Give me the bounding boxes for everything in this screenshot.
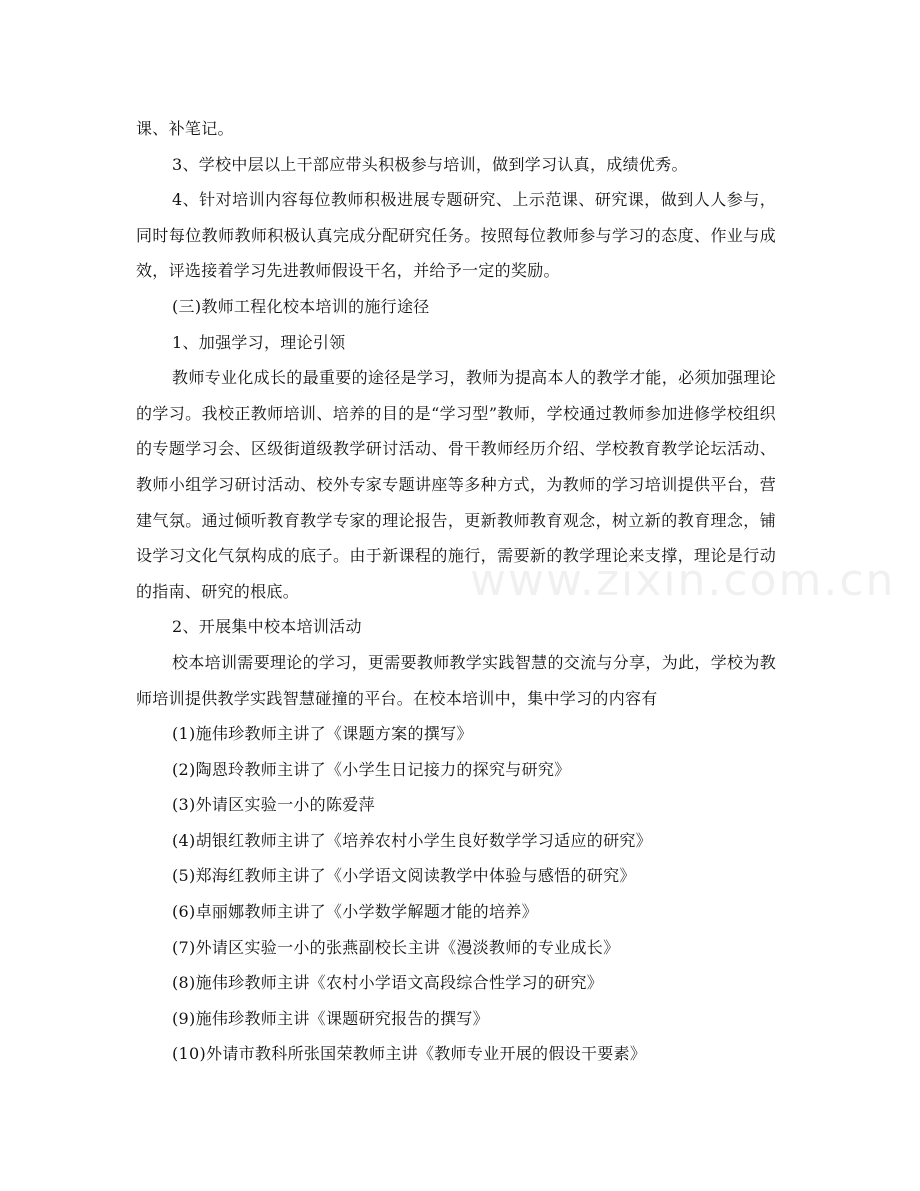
list-item-2: (2)陶恩玲教师主讲了《小学生日记接力的探究与研究》 — [172, 759, 571, 779]
list-item-6: (6)卓丽娜教师主讲了《小学数学解题才能的培养》 — [172, 902, 538, 922]
paragraph-continuation: 课、补笔记。 — [136, 119, 234, 138]
list-item-5: (5)郑海红教师主讲了《小学语文阅读教学中体验与感悟的研究》 — [172, 866, 636, 886]
paragraph-item-3: 3、学校中层以上干部应带头积极参与培训，做到学习认真，成绩优秀。 — [172, 154, 688, 174]
document-body — [136, 111, 776, 1072]
section-heading-3: (三)教师工程化校本培训的施行途径 — [172, 296, 430, 316]
list-item-9: (9)施伟珍教师主讲《课题研究报告的撰写》 — [172, 1008, 489, 1028]
paragraph-item-4: 4、针对培训内容每位教师积极进展专题研究、上示范课、研究课，做到人人参与，同时每位教师教师积极认真完成分配研究任务。按照每位教师参与学习的态度、作业与成效，评选接着学习先进教师假设干名，并给予一定的奖励。 — [136, 190, 776, 281]
list-item-3: (3)外请区实验一小的陈爱萍 — [172, 795, 375, 815]
list-item-7: (7)外请区实验一小的张燕副校长主讲《漫淡教师的专业成长》 — [172, 937, 620, 957]
list-item-1: (1)施伟珍教师主讲了《课题方案的撰写》 — [172, 724, 473, 744]
paragraph-learning: 教师专业化成长的最重要的途径是学习，教师为提高本人的教学才能，必须加强理论的学习。我校正教师培训、培养的目的是“学习型”教师，学校通过教师参加进修学校组织的专题学习会、区级街道级教学研讨活动、骨干教师经历介绍、学校教育教学论坛活动、教师小组学习研讨活动、校外专家专题讲座等多种方式，为教师的学习培训提供平台，营建气氛。通过倾听教育教学专家的理论报告，更新教师教育观念，树立新的教育理念，铺设学习文化气氛构成的底子。由于新课程的施行，需要新的教学理论来支撑，理论是行动的指南、研究的根底。 — [136, 368, 776, 601]
watermark: www.zixin.com.cn — [470, 555, 896, 606]
subheading-1: 1、加强学习，理论引领 — [172, 332, 346, 352]
paragraph-training: 校本培训需要理论的学习，更需要教师教学实践智慧的交流与分享，为此，学校为教师培训提供教学实践智慧碰撞的平台。在校本培训中，集中学习的内容有 — [136, 652, 776, 708]
list-item-10: (10)外请市教科所张国荣教师主讲《教师专业开展的假设干要素》 — [172, 1044, 647, 1064]
list-item-4: (4)胡银红教师主讲了《培养农村小学生良好数学学习适应的研究》 — [172, 830, 652, 850]
list-item-8: (8)施伟珍教师主讲《农村小学语文高段综合性学习的研究》 — [172, 973, 604, 993]
subheading-2: 2、开展集中校本培训活动 — [172, 617, 362, 637]
